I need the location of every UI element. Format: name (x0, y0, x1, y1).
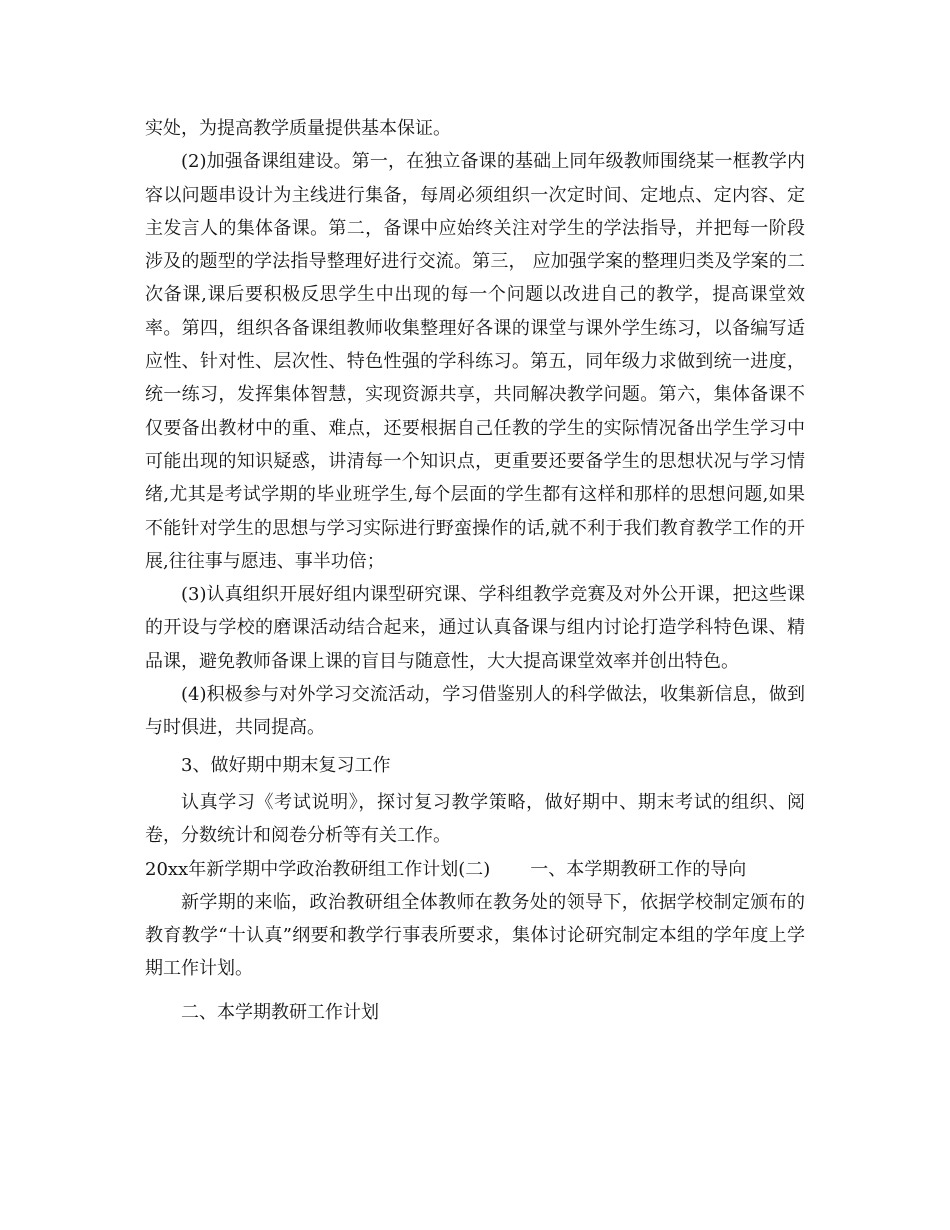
section-heading-review-work: 3、做好期中期末复习工作 (181, 754, 391, 776)
section-heading-plan: 二、本学期教研工作计划 (181, 1001, 379, 1023)
paragraph-external-exchange: (4)积极参与对外学习交流活动，学习借鉴别人的科学做法，收集新信息，做到与时俱进，共同提高。 (145, 684, 805, 739)
paragraph-new-semester: 新学期的来临，政治教研组全体教师在教务处的领导下，依据学校制定颁布的教育教学“十认真”纲要和教学行事表所要求，集体讨论研究制定本组的学年度上学期工作计划。 (145, 891, 805, 980)
paragraph-open-lessons: (3)认真组织开展好组内课型研究课、学科组教学竞赛及对外公开课，把这些课的开设与学校的磨课活动结合起来，通过认真备课与组内讨论打造学科特色课、精品课，避免教师备课上课的盲目与随意性，大大提高课堂效率并创出特色。 (145, 584, 805, 672)
paragraph-lesson-prep-groups: (2)加强备课组建设。第一，在独立备课的基础上同年级教师围绕某一框教学内容以问题串设计为主线进行集备，每周必须组织一次定时间、定地点、定内容、定主发言人的集体备课。第二，备课中应始终关注对学生的学法指导，并把每一阶段涉及的题型的学法指导整理好进行交流。第三， 应加强学案的整理归类及学案的二次备课,课后要积极反思学生中出现的每一个问题以改进自己的教学，提高课堂效率。第四，组织各备课组教师收集整理好各课的课堂与课外学生练习，以备编写适应性、针对性、层次性、特色性强的学科练习。第五，同年级力求做到统一进度，统一练习，发挥集体智慧，实现资源共享，共同解决教学问题。第六，集体备课不仅要备出教材中的重、难点，还要根据自己任教的学生的实际情况备出学生学习中可能出现的知识疑惑，讲清每一个知识点，更重要还要备学生的思想状况与学习情绪,尤其是考试学期的毕业班学生,每个层面的学生都有这样和那样的思想问题,如果不能针对学生的思想与学习实际进行野蛮操作的话,就不利于我们教育教学工作的开展,往往事与愿违、事半功倍； (145, 151, 805, 572)
plan-title-line: 20xx年新学期中学政治教研组工作计划(二) 一、本学期教研工作的导向 (145, 858, 747, 880)
paragraph-exam-review: 认真学习《考试说明》，探讨复习教学策略，做好期中、期末考试的组织、阅卷，分数统计和阅卷分析等有关工作。 (145, 791, 805, 847)
paragraph-continuation: 实处，为提高教学质量提供基本保证。 (145, 118, 451, 139)
